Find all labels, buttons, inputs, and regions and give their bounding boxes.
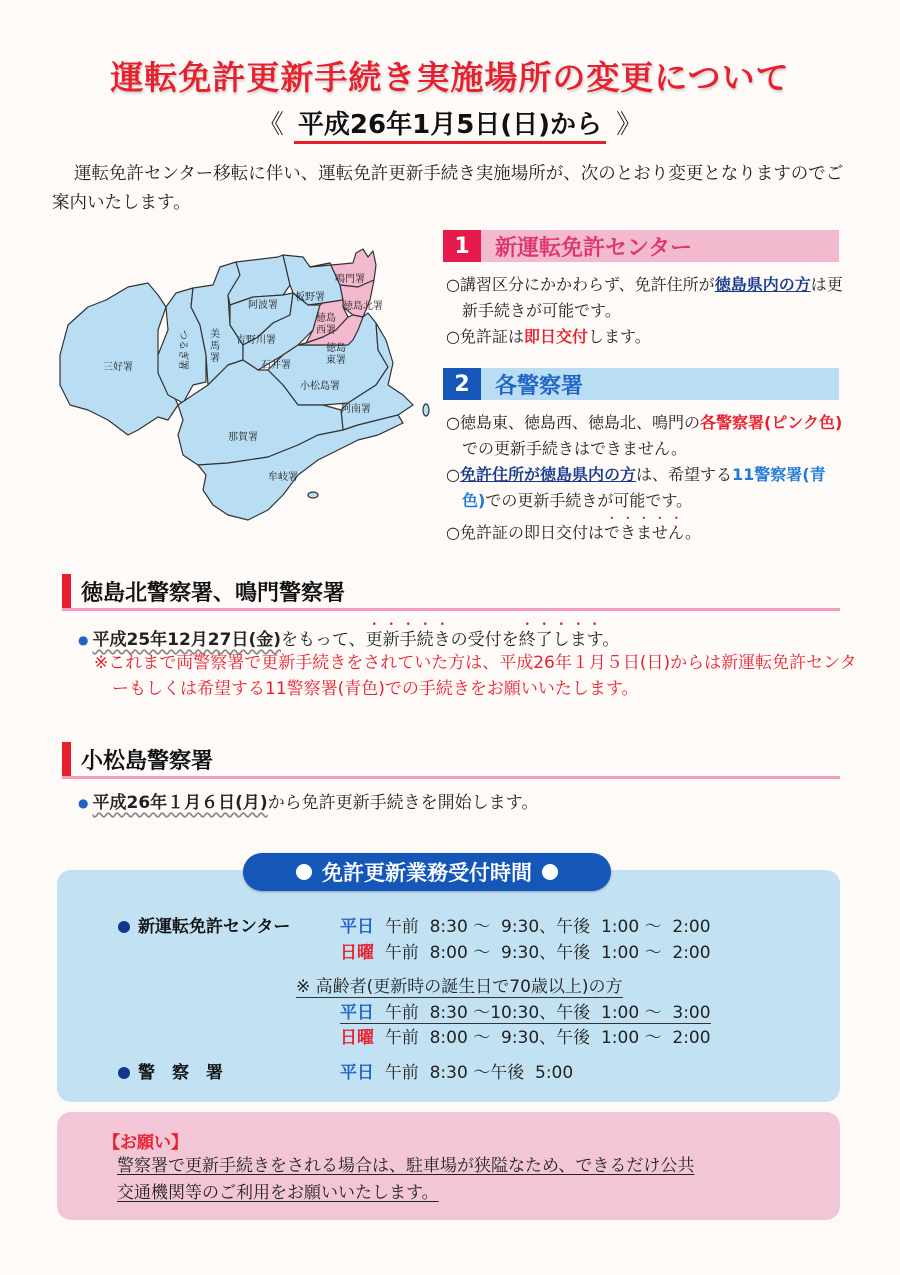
section-number: 2 xyxy=(443,368,481,400)
label-mima-2: 馬 xyxy=(210,341,220,352)
bullet-text: は、希望する xyxy=(635,465,732,484)
bullet-dot-icon: ● xyxy=(78,796,89,810)
section2-bullets xyxy=(446,410,846,546)
bullet-item xyxy=(446,410,846,462)
heading-accent-bar xyxy=(62,742,71,776)
notice-text: をもって、 xyxy=(281,630,366,650)
section-new-license-center-header xyxy=(443,230,839,262)
heading-kita-naruto xyxy=(62,574,840,611)
bullet-text: での更新手続きが可能です。 xyxy=(485,491,693,510)
emphasis-text: 各警察署(ピンク色) xyxy=(699,413,843,432)
bullet-item xyxy=(446,272,846,324)
emphasis-text: 11警察署(青色) xyxy=(462,465,826,510)
section-title: 新運転免許センター xyxy=(495,235,693,261)
request-line: 警察署で更新手続きをされる場合は、駐車場が狭隘なため、できるだけ公共 xyxy=(117,1156,695,1176)
bullet-item xyxy=(446,462,846,514)
bullet-text: は更新手続きが可能です。 xyxy=(462,275,843,320)
label-awa: 阿波署 xyxy=(248,300,278,311)
label-anan: 阿南署 xyxy=(341,404,371,415)
elderly-note xyxy=(296,972,623,997)
emphasis-text: 即日交付 xyxy=(523,327,588,346)
bullet-text: ○免許証の即日交付は xyxy=(446,523,604,542)
tokushima-district-map xyxy=(58,245,438,545)
hours-title-text: 免許更新業務受付時間 xyxy=(322,861,532,885)
sunday-label: 日曜 xyxy=(340,1028,374,1048)
label-mima-1: 美 xyxy=(210,329,220,340)
label-tsurugi: つるぎ署 xyxy=(177,330,188,370)
label-mima-3: 署 xyxy=(210,353,220,364)
hours-value: 午前 8:30 〜午後 5:00 xyxy=(384,1063,574,1083)
section-police-stations-header xyxy=(443,368,839,400)
emphasis-text: 徳島県内の方 xyxy=(714,275,811,294)
heading-text: 小松島警察署 xyxy=(81,748,214,774)
weekday-label: 平日 xyxy=(340,917,374,937)
heading-accent-bar xyxy=(62,574,71,608)
hours-value: 午前 8:30 〜10:30、午後 1:00 〜 3:00 xyxy=(384,1003,711,1023)
reception-hours-title xyxy=(243,853,611,891)
bullet-text: ○免許証は xyxy=(446,327,524,346)
komatsushima-start-notice xyxy=(78,788,538,813)
bullet-text: ○講習区分にかかわらず、免許住所が xyxy=(446,275,715,294)
hours-value: 午前 8:00 〜 9:30、午後 1:00 〜 2:00 xyxy=(384,943,711,963)
bullet-text: ○徳島東、徳島西、徳島北、鳴門の xyxy=(446,413,700,432)
police-weekday-row xyxy=(340,1058,573,1083)
label-tokushima-kita: 徳島北署 xyxy=(343,301,383,312)
circle-icon xyxy=(542,864,558,880)
kita-naruto-end-notice xyxy=(78,620,619,650)
label-miyoshi: 三好署 xyxy=(103,362,133,373)
label-yoshinogawa: 吉野川署 xyxy=(236,335,276,346)
label-komatsushima: 小松島署 xyxy=(300,381,340,392)
weekday-label: 平日 xyxy=(340,1063,374,1083)
bullet-dot-icon: ● xyxy=(78,633,89,647)
section-number: 1 xyxy=(443,230,481,262)
hours-value: 午前 8:00 〜 9:30、午後 1:00 〜 2:00 xyxy=(384,1028,711,1048)
end-date: 平成25年12月27日(金) xyxy=(92,630,281,650)
bullet-dot-icon xyxy=(118,1067,130,1079)
intro-text: 運転免許センター移転に伴い、運転免許更新手続き実施場所が、次のとおり変更となりますのでご案内いたします。 xyxy=(52,164,844,213)
effective-date-text: 平成26年1月5日(日)から xyxy=(294,110,606,144)
open-bracket: 《 xyxy=(257,110,284,140)
emphasis-text: 免許住所が徳島県内の方 xyxy=(459,465,636,484)
request-text xyxy=(117,1153,694,1207)
island xyxy=(308,492,318,498)
label-naka: 那賀署 xyxy=(228,432,258,443)
label-tokushima-nishi-1: 徳島 xyxy=(316,313,336,324)
center-weekday-row xyxy=(340,912,711,937)
elderly-note-text: ※ 高齢者(更新時の誕生日で70歳以上)の方 xyxy=(296,977,623,997)
heading-komatsushima xyxy=(62,742,840,779)
notice-text: の受付を xyxy=(450,630,519,650)
request-title: 【お願い】 xyxy=(103,1133,188,1153)
label-naruto: 鳴門署 xyxy=(335,274,365,285)
bullet-dot-icon xyxy=(118,921,130,933)
section-title: 各警察署 xyxy=(495,373,584,399)
bullet-item xyxy=(446,514,846,546)
sunday-label: 日曜 xyxy=(340,943,374,963)
notice-text: 。 xyxy=(602,630,620,650)
label-ishii: 石井署 xyxy=(261,360,291,371)
weekday-label: 平日 xyxy=(340,1003,374,1023)
start-date: 平成26年１月６日(月) xyxy=(92,793,268,813)
page-title: 運転免許更新手続き実施場所の変更について xyxy=(110,58,790,97)
police-label xyxy=(118,1058,223,1083)
emphasis-text: できません xyxy=(603,523,685,542)
elderly-sunday-row xyxy=(340,1023,711,1048)
label-tokushima-higashi-2: 東署 xyxy=(326,355,346,366)
section1-bullets xyxy=(446,272,846,350)
bullet-item xyxy=(446,324,846,350)
label-mugi: 牟岐署 xyxy=(268,472,298,483)
emphasis-text: 終了します xyxy=(518,630,603,650)
elderly-weekday-row xyxy=(340,998,711,1023)
island xyxy=(423,404,429,416)
bullet-text: ○ xyxy=(446,465,460,484)
bullet-text: での更新手続きはできません。 xyxy=(462,439,687,458)
center-label xyxy=(118,912,290,937)
bullet-text: します。 xyxy=(587,327,651,346)
emphasis-text: 更新手続き xyxy=(365,630,451,650)
center-sunday-row xyxy=(340,938,711,963)
label-text: 新運転免許センター xyxy=(138,917,291,937)
circle-icon xyxy=(296,864,312,880)
effective-date xyxy=(0,104,900,141)
heading-text: 徳島北警察署、鳴門警察署 xyxy=(81,580,346,606)
label-itano: 板野署 xyxy=(295,292,325,303)
notice-text: から免許更新手続きを開始します。 xyxy=(267,793,539,813)
request-line: 交通機関等のご利用をお願いいたします。 xyxy=(117,1183,439,1203)
close-bracket: 》 xyxy=(616,110,643,140)
hours-value: 午前 8:30 〜 9:30、午後 1:00 〜 2:00 xyxy=(384,917,711,937)
bullet-text: 。 xyxy=(684,523,701,542)
label-tokushima-nishi-2: 西署 xyxy=(316,325,336,336)
label-tokushima-higashi-1: 徳島 xyxy=(326,343,346,354)
kita-naruto-note: ※これまで両警察署で更新手続きをされていた方は、平成26年１月５日(日)からは新運転免許センターもしくは希望する11警察署(青色)での手続きをお願いいたします。 xyxy=(94,653,857,699)
label-text: 警 察 署 xyxy=(138,1063,223,1083)
